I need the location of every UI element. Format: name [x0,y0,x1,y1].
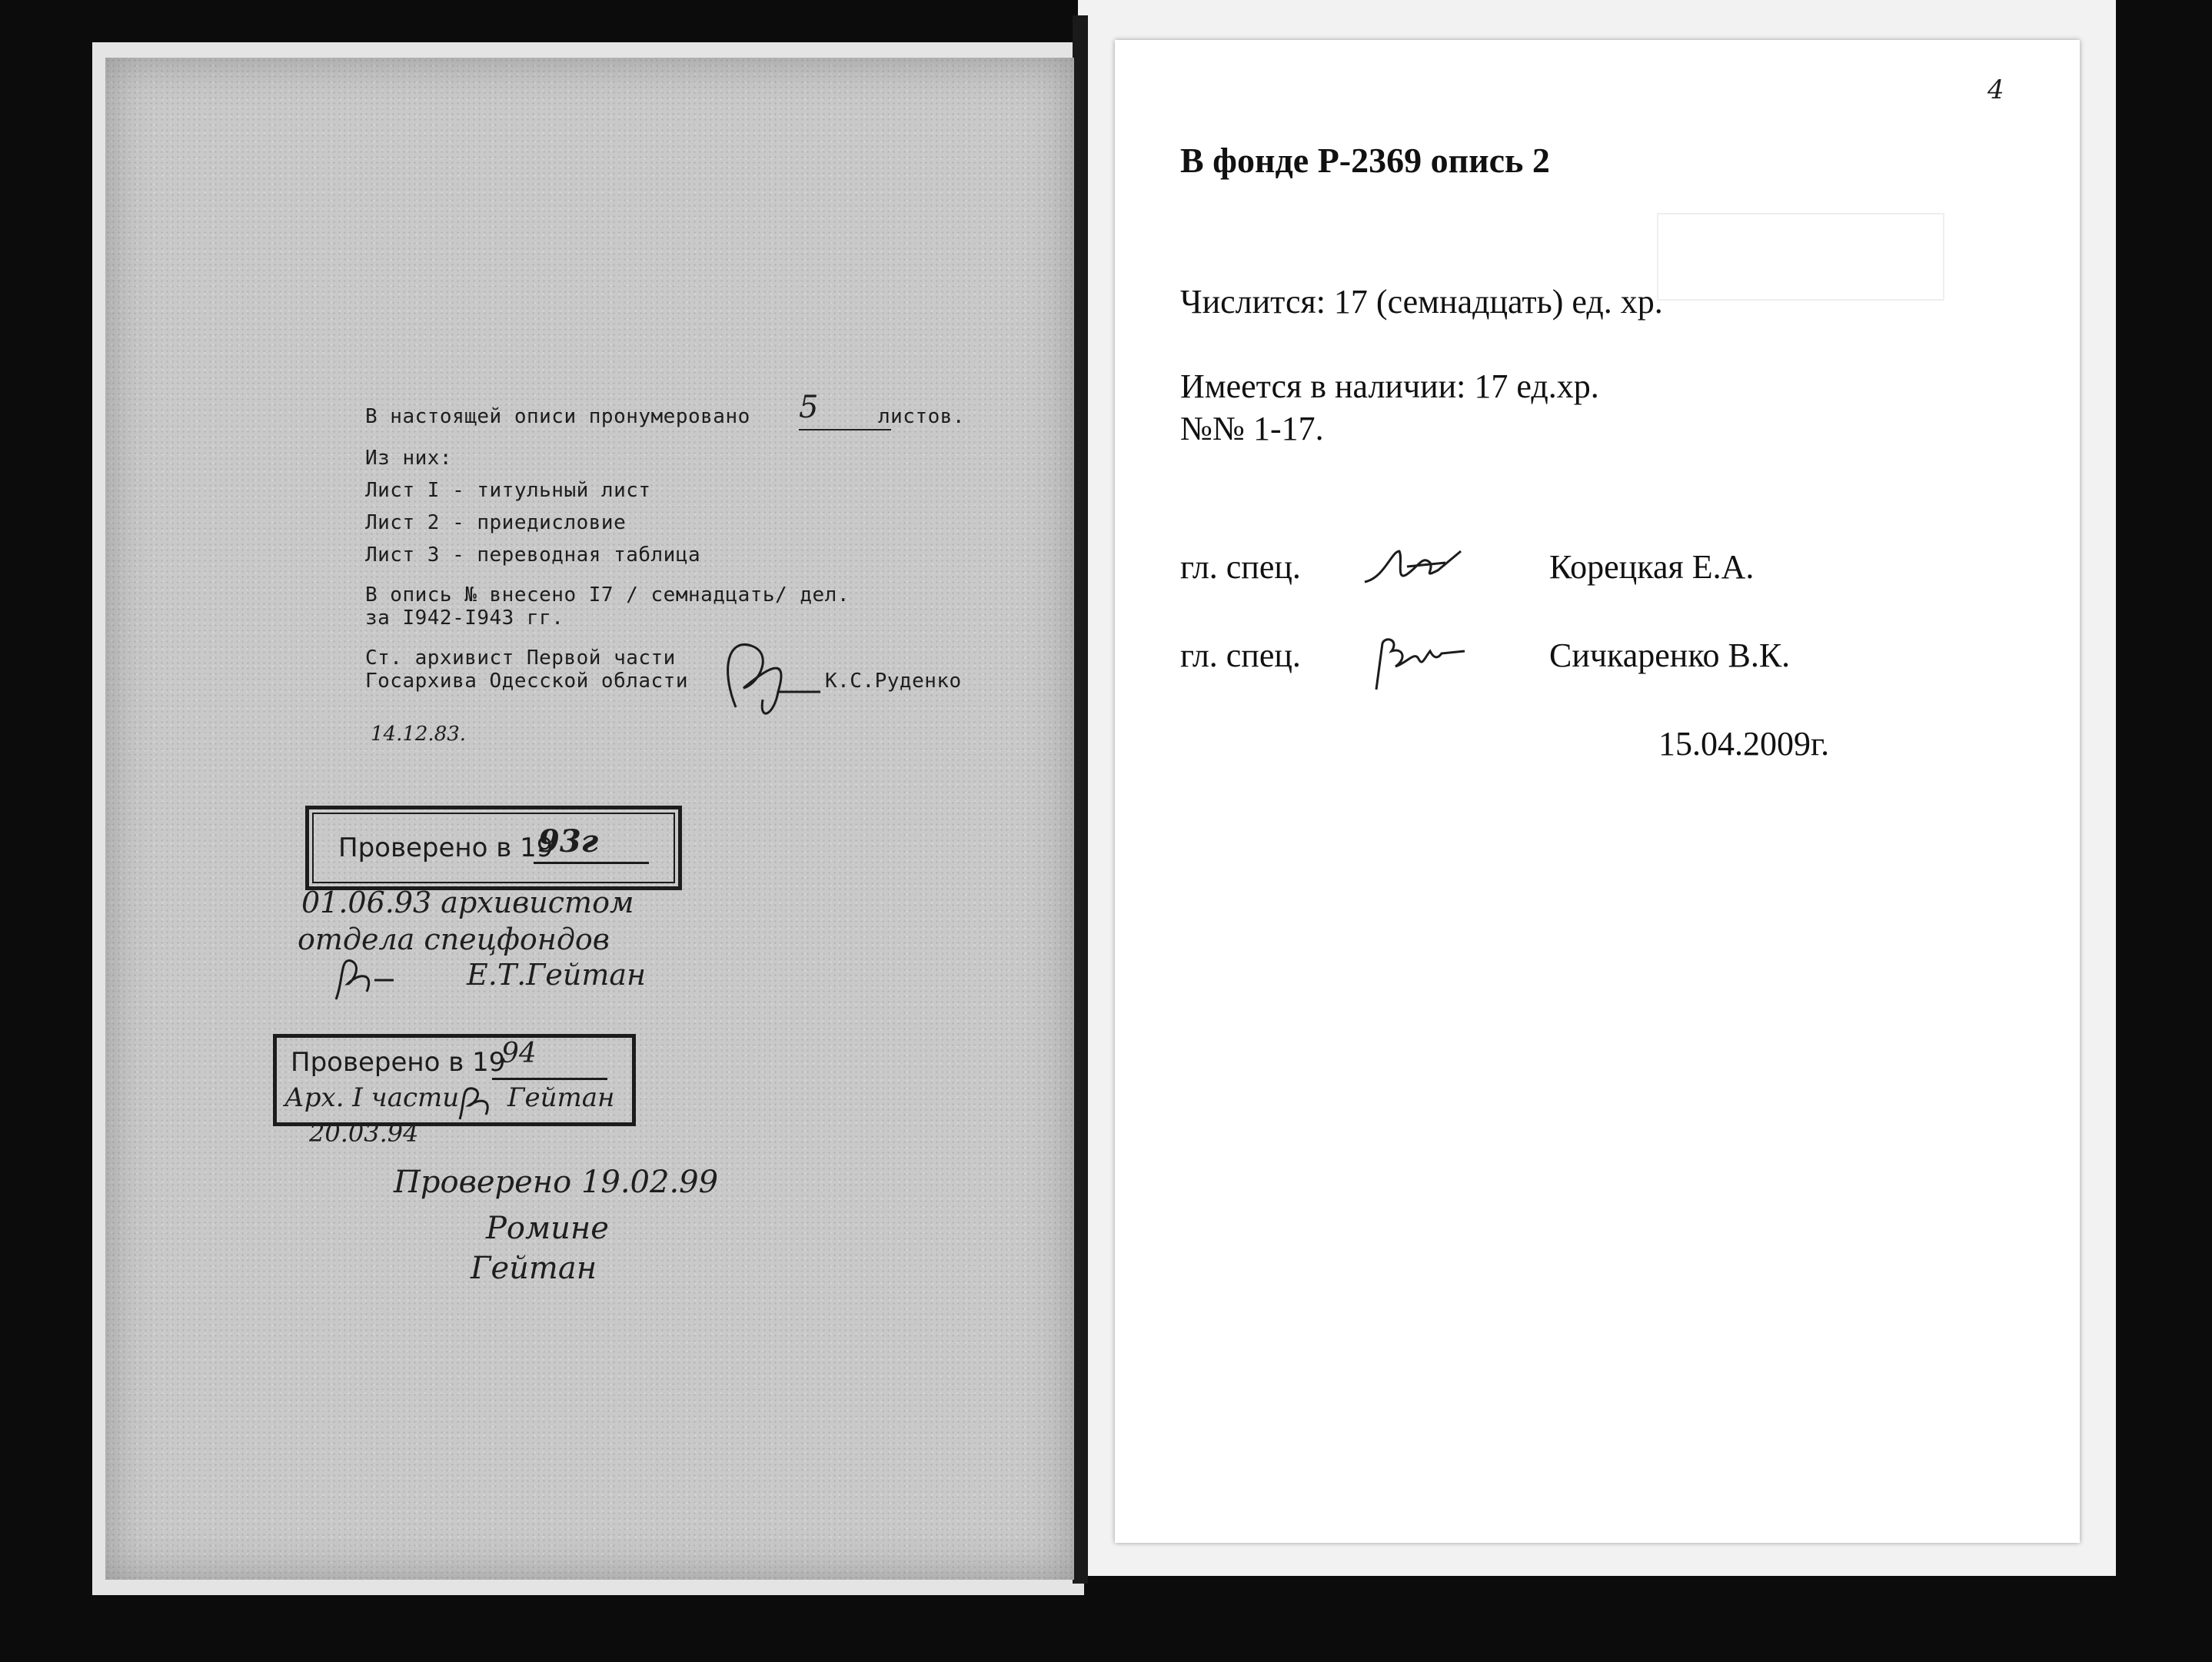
typed-name-rudenko: К.С.Руденко [825,670,962,693]
signer1-name: Корецкая Е.А. [1549,548,1755,586]
signature-rudenko [705,623,843,730]
typed-line-sheet-3: Лист 3 - переводная таблица [365,543,701,567]
stamp-label: Проверено в 19 [338,833,554,863]
stamp-year-line [492,1078,607,1080]
right-page [1115,40,2080,1543]
signature-geitan-1 [328,949,397,1003]
stamp-year: 93г [538,823,599,859]
typed-line-sheets: листов. [878,405,966,428]
typed-line-numbered: В настоящей описи пронумеровано [365,405,750,428]
fund-heading: В фонде Р-2369 опись 2 [1180,141,1550,180]
signing-date: 15.04.2009г. [1658,725,1830,763]
check-note-line3: Гейтан [471,1251,597,1286]
typed-line-sheet-2: Лист 2 - приедисловие [365,511,627,534]
page-number: 4 [1987,75,2004,105]
handwritten-sheet-count: 5 [799,390,819,425]
stamp1-note-name: Е.Т.Гейтан [467,958,647,992]
left-page [105,58,1074,1580]
typed-line-archivist: Ст. архивист Первой части [365,647,676,670]
signature-koretskaya [1361,536,1476,597]
typed-line-archive: Госархива Одесской области [365,670,688,693]
available-count: Имеется в наличии: 17 ед.хр. [1180,367,1599,405]
underline [799,429,891,430]
stamp-label: Проверено в 19 [291,1047,506,1078]
signer1-role: гл. спец. [1180,548,1301,586]
checked-stamp-1994 [273,1034,636,1126]
ghost-stamp [1657,213,1944,301]
stamp-year: 94 [501,1038,537,1069]
checked-stamp-1993 [305,806,682,890]
stamp2-note: Арх. I части [284,1082,460,1113]
signature-geitan-2 [454,1082,500,1121]
stamp2-date: 20.03.94 [309,1119,419,1148]
typed-line-sheet-1: Лист I - титульный лист [365,479,651,502]
signer2-name: Сичкаренко В.К. [1549,637,1791,674]
typed-line-years: за I942-I943 гг. [365,607,564,630]
handwritten-date: 14.12.83. [371,723,467,746]
listed-count: Числится: 17 (семнадцать) ед. хр. [1180,283,1663,321]
stamp1-note-line1: 01.06.93 архивистом [301,886,634,919]
signature-sichkarenko [1369,624,1476,693]
stamp1-note-line2: отдела спецфондов [298,922,610,956]
signer2-role: гл. спец. [1180,637,1301,674]
stamp-year-line [534,862,649,864]
typed-line-entered: В опись № внесено I7 / семнадцать/ дел. [365,583,850,607]
check-note-line2: Ромине [486,1211,609,1246]
available-numbers: №№ 1-17. [1180,410,1324,447]
stamp2-name: Гейтан [507,1082,615,1113]
typed-line-of-them: Из них: [365,447,453,470]
book-spine [1073,15,1088,1584]
check-note-line1: Проверено 19.02.99 [394,1165,719,1200]
